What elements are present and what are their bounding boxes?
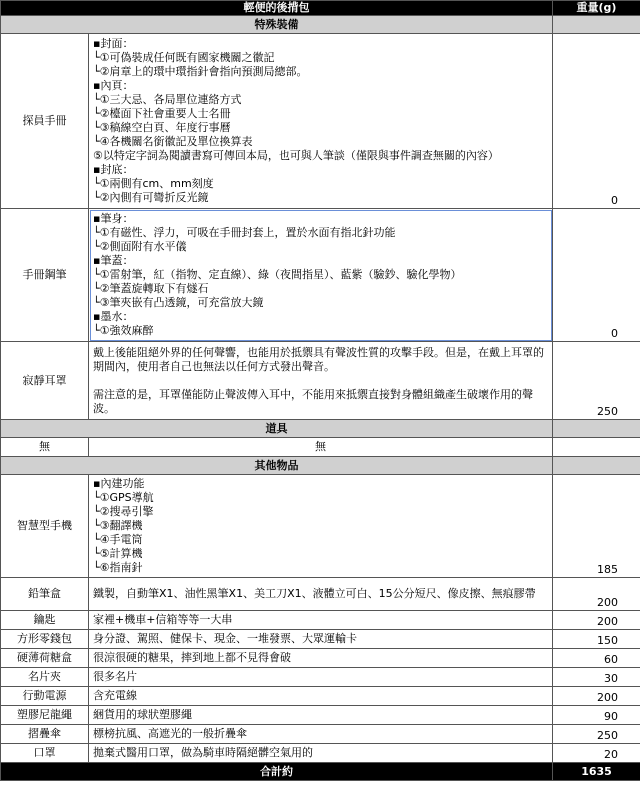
- desc-line: └①兩側有cm、mm刻度: [93, 177, 214, 190]
- item-name: 鉛筆盒: [1, 578, 89, 611]
- desc-line: └④各機關名銜徽記及單位換算表: [93, 135, 253, 148]
- desc-line: ▪墨水：: [93, 310, 134, 323]
- item-name: 名片夾: [1, 668, 89, 687]
- desc-line: └②檯面下社會重要人士名冊: [93, 107, 231, 120]
- item-desc[interactable]: [89, 611, 553, 630]
- item-name: 探員手冊: [1, 34, 89, 209]
- desc-line: ▪封面：: [93, 37, 134, 50]
- table-row: [1, 611, 640, 630]
- table-row: [1, 668, 640, 687]
- item-desc[interactable]: [89, 668, 553, 687]
- table-row: [1, 342, 640, 420]
- desc-line: └①三大忌、各局單位連絡方式: [93, 93, 242, 106]
- desc-line: ⑤以特定字詞為閱讀書寫可傳回本局，也可與人筆談（僅限與事件調查無關的內容）: [93, 149, 499, 162]
- desc-line: └②側面附有水平儀: [93, 240, 187, 253]
- desc-line: └①雷射筆，紅（指物、定直線）、綠（夜間指星）、藍紫（驗鈔、驗化學物）: [93, 268, 462, 281]
- desc-line: └②筆蓋旋轉取下有燧石: [93, 282, 209, 295]
- item-weight: 60: [553, 649, 640, 668]
- desc-line: 身分證、駕照、健保卡、現金、一堆發票、大眾運輸卡: [93, 632, 357, 645]
- header-row: [1, 1, 640, 16]
- item-weight: 30: [553, 668, 640, 687]
- total-label: 合計約: [1, 763, 553, 781]
- item-desc[interactable]: [89, 209, 553, 342]
- desc-line: 鐵製，自動筆X1、油性黑筆X1、美工刀X1、液體立可白、15公分短尺、像皮擦、無痕膠帶: [93, 587, 536, 600]
- table-row: [1, 687, 640, 706]
- item-weight: 185: [553, 475, 640, 578]
- desc-line: [93, 374, 548, 388]
- item-desc[interactable]: [89, 34, 553, 209]
- item-name: 行動電源: [1, 687, 89, 706]
- table-row: [1, 34, 640, 209]
- desc-line: └⑤計算機: [93, 547, 143, 560]
- desc-line: 很多名片: [93, 670, 137, 683]
- table-row: [1, 744, 640, 763]
- item-name: 智慧型手機: [1, 475, 89, 578]
- item-desc[interactable]: [89, 475, 553, 578]
- desc-line: 戴上後能阻絕外界的任何聲響，也能用於抵禦具有聲波性質的攻擊手段。但是，在戴上耳罩的期間內，使用者自己也無法以任何方式發出聲音。: [93, 345, 544, 373]
- item-name: 鑰匙: [1, 611, 89, 630]
- item-name: 口罩: [1, 744, 89, 763]
- table-row: [1, 630, 640, 649]
- item-name: 硬薄荷糖盒: [1, 649, 89, 668]
- footer-row: [1, 763, 640, 781]
- table-row: [1, 706, 640, 725]
- desc-line: └③翻譯機: [93, 519, 143, 532]
- desc-line: └①有磁性、浮力，可吸在手冊封套上，置於水面有指北針功能: [93, 226, 396, 239]
- item-desc[interactable]: [89, 578, 553, 611]
- item-weight: 150: [553, 630, 640, 649]
- item-weight: 250: [553, 725, 640, 744]
- item-weight: 250: [553, 342, 640, 420]
- section-special: [1, 16, 640, 34]
- desc-line: └①GPS導航: [93, 491, 154, 504]
- item-weight: 20: [553, 744, 640, 763]
- item-name: 寂靜耳罩: [1, 342, 89, 420]
- item-weight: 200: [553, 611, 640, 630]
- desc-line: └①可偽裝成任何既有國家機關之徽記: [93, 51, 275, 64]
- table-row: [1, 209, 640, 342]
- table-row: [1, 438, 640, 457]
- desc-line: └②內側有可彎折反光鏡: [93, 191, 209, 204]
- section-props: [1, 420, 640, 438]
- other-items: [1, 475, 640, 763]
- item-name: 塑膠尼龍繩: [1, 706, 89, 725]
- desc-line: ▪內頁：: [93, 79, 134, 92]
- desc-line: └②搜尋引擎: [93, 505, 154, 518]
- desc-line: 拋棄式醫用口罩，做為騎車時隔絕髒空氣用的: [93, 746, 313, 759]
- item-weight: 200: [553, 578, 640, 611]
- section-title: 其他物品: [1, 457, 553, 475]
- table-row: [1, 649, 640, 668]
- item-desc: 無: [89, 438, 553, 457]
- table-row: [1, 725, 640, 744]
- item-desc[interactable]: [89, 649, 553, 668]
- desc-line: └②肩章上的環中環指針會指向預測局總部。: [93, 65, 308, 78]
- desc-line: 家裡+機車+信箱等等一大串: [93, 613, 233, 626]
- total-weight: 1635: [553, 763, 640, 781]
- item-weight: 200: [553, 687, 640, 706]
- desc-line: └⑥指南針: [93, 561, 143, 574]
- special-items: [1, 34, 640, 420]
- desc-line: ▪筆身：: [93, 212, 134, 225]
- table-row: [1, 578, 640, 611]
- item-name: 方形零錢包: [1, 630, 89, 649]
- table-title: 輕便的後揹包: [1, 1, 553, 16]
- desc-line: ▪內建功能: [93, 477, 145, 490]
- item-name: 無: [1, 438, 89, 457]
- item-desc[interactable]: [89, 687, 553, 706]
- item-weight: 0: [553, 209, 640, 342]
- desc-line: └①強效麻醉: [93, 324, 154, 337]
- desc-line: └④手電筒: [93, 533, 143, 546]
- desc-line: ▪封底：: [93, 163, 134, 176]
- desc-line: 需注意的是，耳罩僅能防止聲波傳入耳中，不能用來抵禦直接對身體組織產生破壞作用的聲波。: [93, 387, 533, 415]
- item-weight: 0: [553, 34, 640, 209]
- desc-line: └③稿線空白頁、年度行事曆: [93, 121, 231, 134]
- desc-line: 綑貨用的球狀塑膠繩: [93, 708, 192, 721]
- desc-line: └③筆夾嵌有凸透鏡，可充當放大鏡: [93, 296, 264, 309]
- item-name: 手冊鋼筆: [1, 209, 89, 342]
- desc-line: 標榜抗風、高遮光的一般折疊傘: [93, 727, 247, 740]
- item-desc[interactable]: [89, 630, 553, 649]
- section-other: [1, 457, 640, 475]
- desc-line: 很涼很硬的糖果，摔到地上都不見得會破: [93, 651, 291, 664]
- item-desc[interactable]: [89, 725, 553, 744]
- item-weight: 90: [553, 706, 640, 725]
- desc-line: ▪筆蓋：: [93, 254, 134, 267]
- section-title: 特殊裝備: [1, 16, 553, 34]
- item-desc[interactable]: [89, 706, 553, 725]
- desc-line: 含充電線: [93, 689, 137, 702]
- item-desc[interactable]: [89, 744, 553, 763]
- weight-header: 重量(g): [553, 1, 640, 16]
- item-name: 摺疊傘: [1, 725, 89, 744]
- table-row: [1, 475, 640, 578]
- item-desc[interactable]: [89, 342, 553, 420]
- section-title: 道具: [1, 420, 553, 438]
